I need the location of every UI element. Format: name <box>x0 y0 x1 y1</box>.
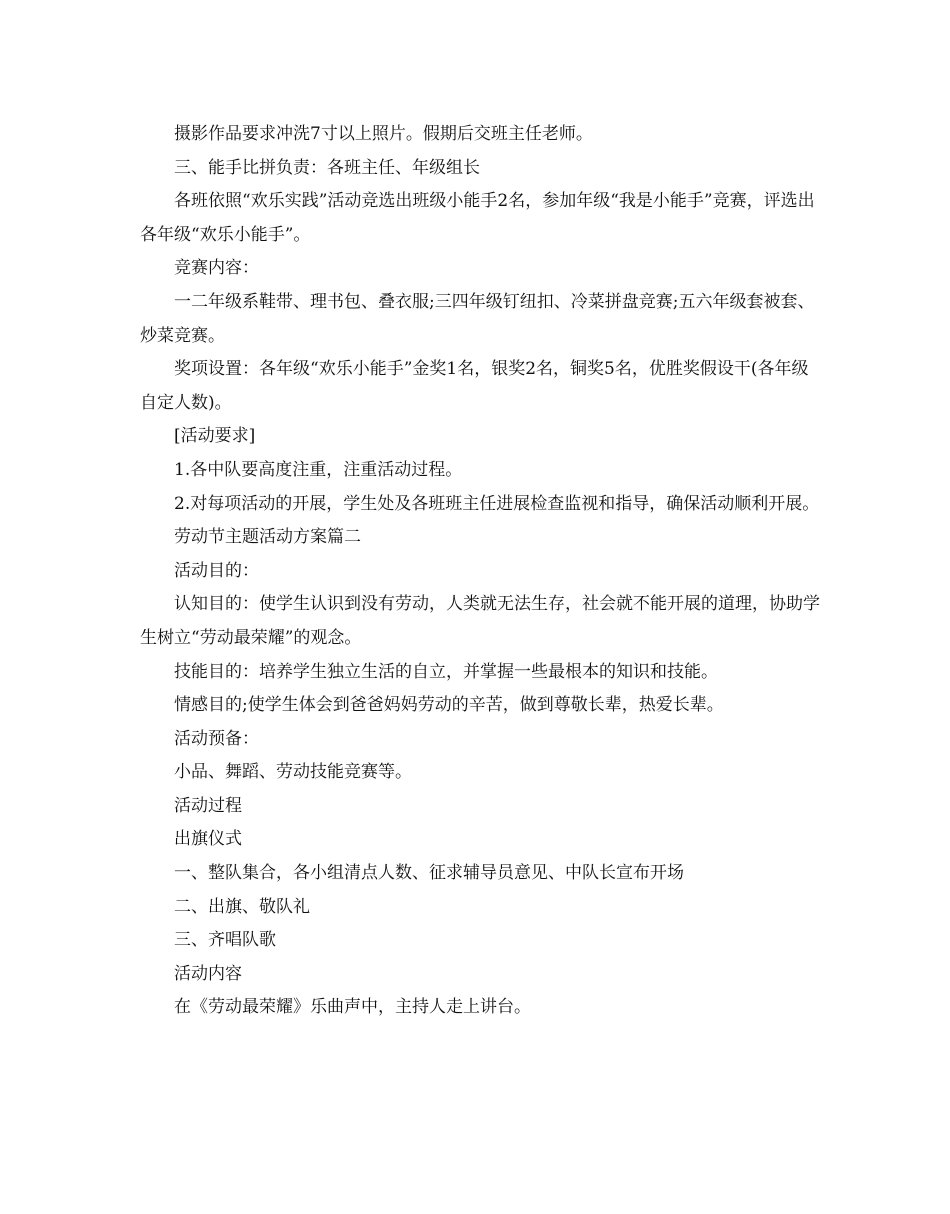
paragraph: 竞赛内容： <box>174 258 259 279</box>
paragraph: 认知目的：使学生认识到没有劳动，人类就无法生存，社会就不能开展的道理，协助学生树立“劳动最荣耀”的观念。 <box>140 594 820 648</box>
paragraph: 三、齐唱队歌 <box>174 930 276 951</box>
paragraph: 活动预备： <box>174 728 259 749</box>
paragraph: 一、整队集合，各小组清点人数、征求辅导员意见、中队长宣布开场 <box>174 863 684 884</box>
paragraph: 三、能手比拼负责：各班主任、年级组长 <box>174 157 480 178</box>
paragraph: 技能目的：培养学生独立生活的自立，并掌握一些最根本的知识和技能。 <box>174 661 718 682</box>
paragraph: 摄影作品要求冲洗7寸以上照片。假期后交班主任老师。 <box>174 124 593 144</box>
paragraph: 1.各中队要高度注重，注重活动过程。 <box>174 459 463 480</box>
paragraph: 各班依照“欢乐实践”活动竞选出班级小能手2名，参加年级“我是小能手”竞赛，评选出各年级“欢乐小能手”。 <box>140 191 815 245</box>
paragraph: 二、出旗、敬队礼 <box>174 896 310 917</box>
section-heading: 劳动节主题活动方案篇二 <box>174 527 361 548</box>
paragraph: 一二年级系鞋带、理书包、叠衣服;三四年级钉纽扣、冷菜拼盘竞赛;五六年级套被套、炒菜竞赛。 <box>140 291 815 346</box>
paragraph: 活动过程 <box>174 795 242 816</box>
paragraph: 活动内容 <box>174 963 242 984</box>
paragraph: 2.对每项活动的开展，学生处及各班班主任进展检查监视和指导，确保活动顺利开展。 <box>174 493 820 514</box>
paragraph: 奖项设置：各年级“欢乐小能手”金奖1名，银奖2名，铜奖5名，优胜奖假设干(各年级自定人数)。 <box>140 359 809 413</box>
paragraph: [活动要求] <box>174 426 256 447</box>
paragraph: 小品、舞蹈、劳动技能竞赛等。 <box>174 762 412 783</box>
paragraph: 情感目的;使学生体会到爸爸妈妈劳动的辛苦，做到尊敬长辈，热爱长辈。 <box>174 695 724 716</box>
paragraph: 活动目的： <box>174 560 259 581</box>
paragraph: 在《劳动最荣耀》乐曲声中，主持人走上讲台。 <box>174 997 531 1018</box>
paragraph: 出旗仪式 <box>174 829 242 850</box>
